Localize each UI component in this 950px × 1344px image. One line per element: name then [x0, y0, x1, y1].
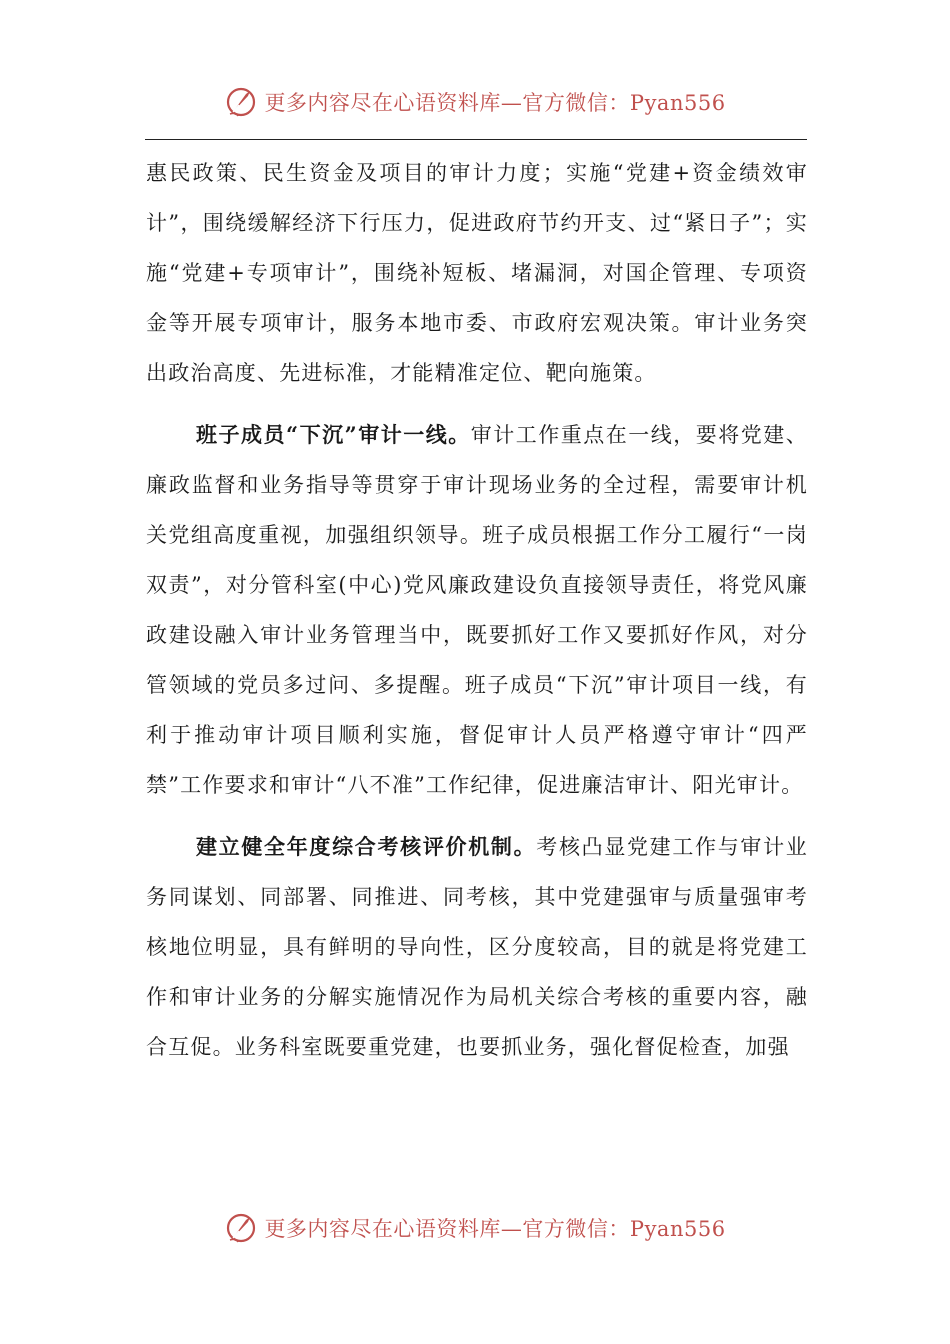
paragraph-2-text: 审计工作重点在一线，要将党建、廉政监督和业务指导等贯穿于审计现场业务的全过程，需要审计机关党组高度重视，加强组织领导。班子成员根据工作分工履行“一岗双责”，对分管科室(中心)党风廉政建设负直接领导责任，将党风廉政建设融入审计业务管理当中，既要抓好工作又要抓好作风，对分管领域的党员多过问、多提醒。班子成员“下沉”审计项目一线，有利于推动审计项目顺利实施，督促审计人员严格遵守审计“四严禁”工作要求和审计“八不准”工作纪律，促进廉洁审计、阳光审计。	[146, 423, 809, 797]
paragraph-3-heading: 建立健全年度综合考核评价机制。	[196, 834, 537, 859]
paragraph-1	[146, 148, 808, 398]
quill-pen-icon	[224, 85, 258, 119]
paragraph-3-text: 考核凸显党建工作与审计业务同谋划、同部署、同推进、同考核，其中党建强审与质量强审考核地位明显，具有鲜明的导向性，区分度较高，目的就是将党建工作和审计业务的分解实施情况作为局机关综合考核的重要内容，融合互促。业务科室既要重党建，也要抓业务，强化督促检查，加强	[146, 835, 808, 1059]
page-footer	[0, 1208, 950, 1248]
document-body	[146, 148, 808, 1072]
paragraph-2	[146, 410, 808, 810]
footer-brand-text: 更多内容尽在心语资料库—官方微信：Pyan556	[264, 1217, 726, 1241]
paragraph-3	[146, 822, 808, 1072]
header-brand-text: 更多内容尽在心语资料库—官方微信：Pyan556	[264, 91, 726, 115]
page-header	[0, 82, 950, 122]
paragraph-1-text: 惠民政策、民生资金及项目的审计力度；实施“党建+资金绩效审计”，围绕缓解经济下行压力，促进政府节约开支、过“紧日子”；实施“党建+专项审计”，围绕补短板、堵漏洞，对国企管理、专项资金等开展专项审计，服务本地市委、市政府宏观决策。审计业务突出政治高度、先进标准，才能精准定位、靶向施策。	[146, 161, 808, 385]
header-divider	[145, 139, 807, 140]
paragraph-2-heading: 班子成员“下沉”审计一线。	[196, 422, 471, 447]
quill-pen-icon	[224, 1211, 258, 1245]
